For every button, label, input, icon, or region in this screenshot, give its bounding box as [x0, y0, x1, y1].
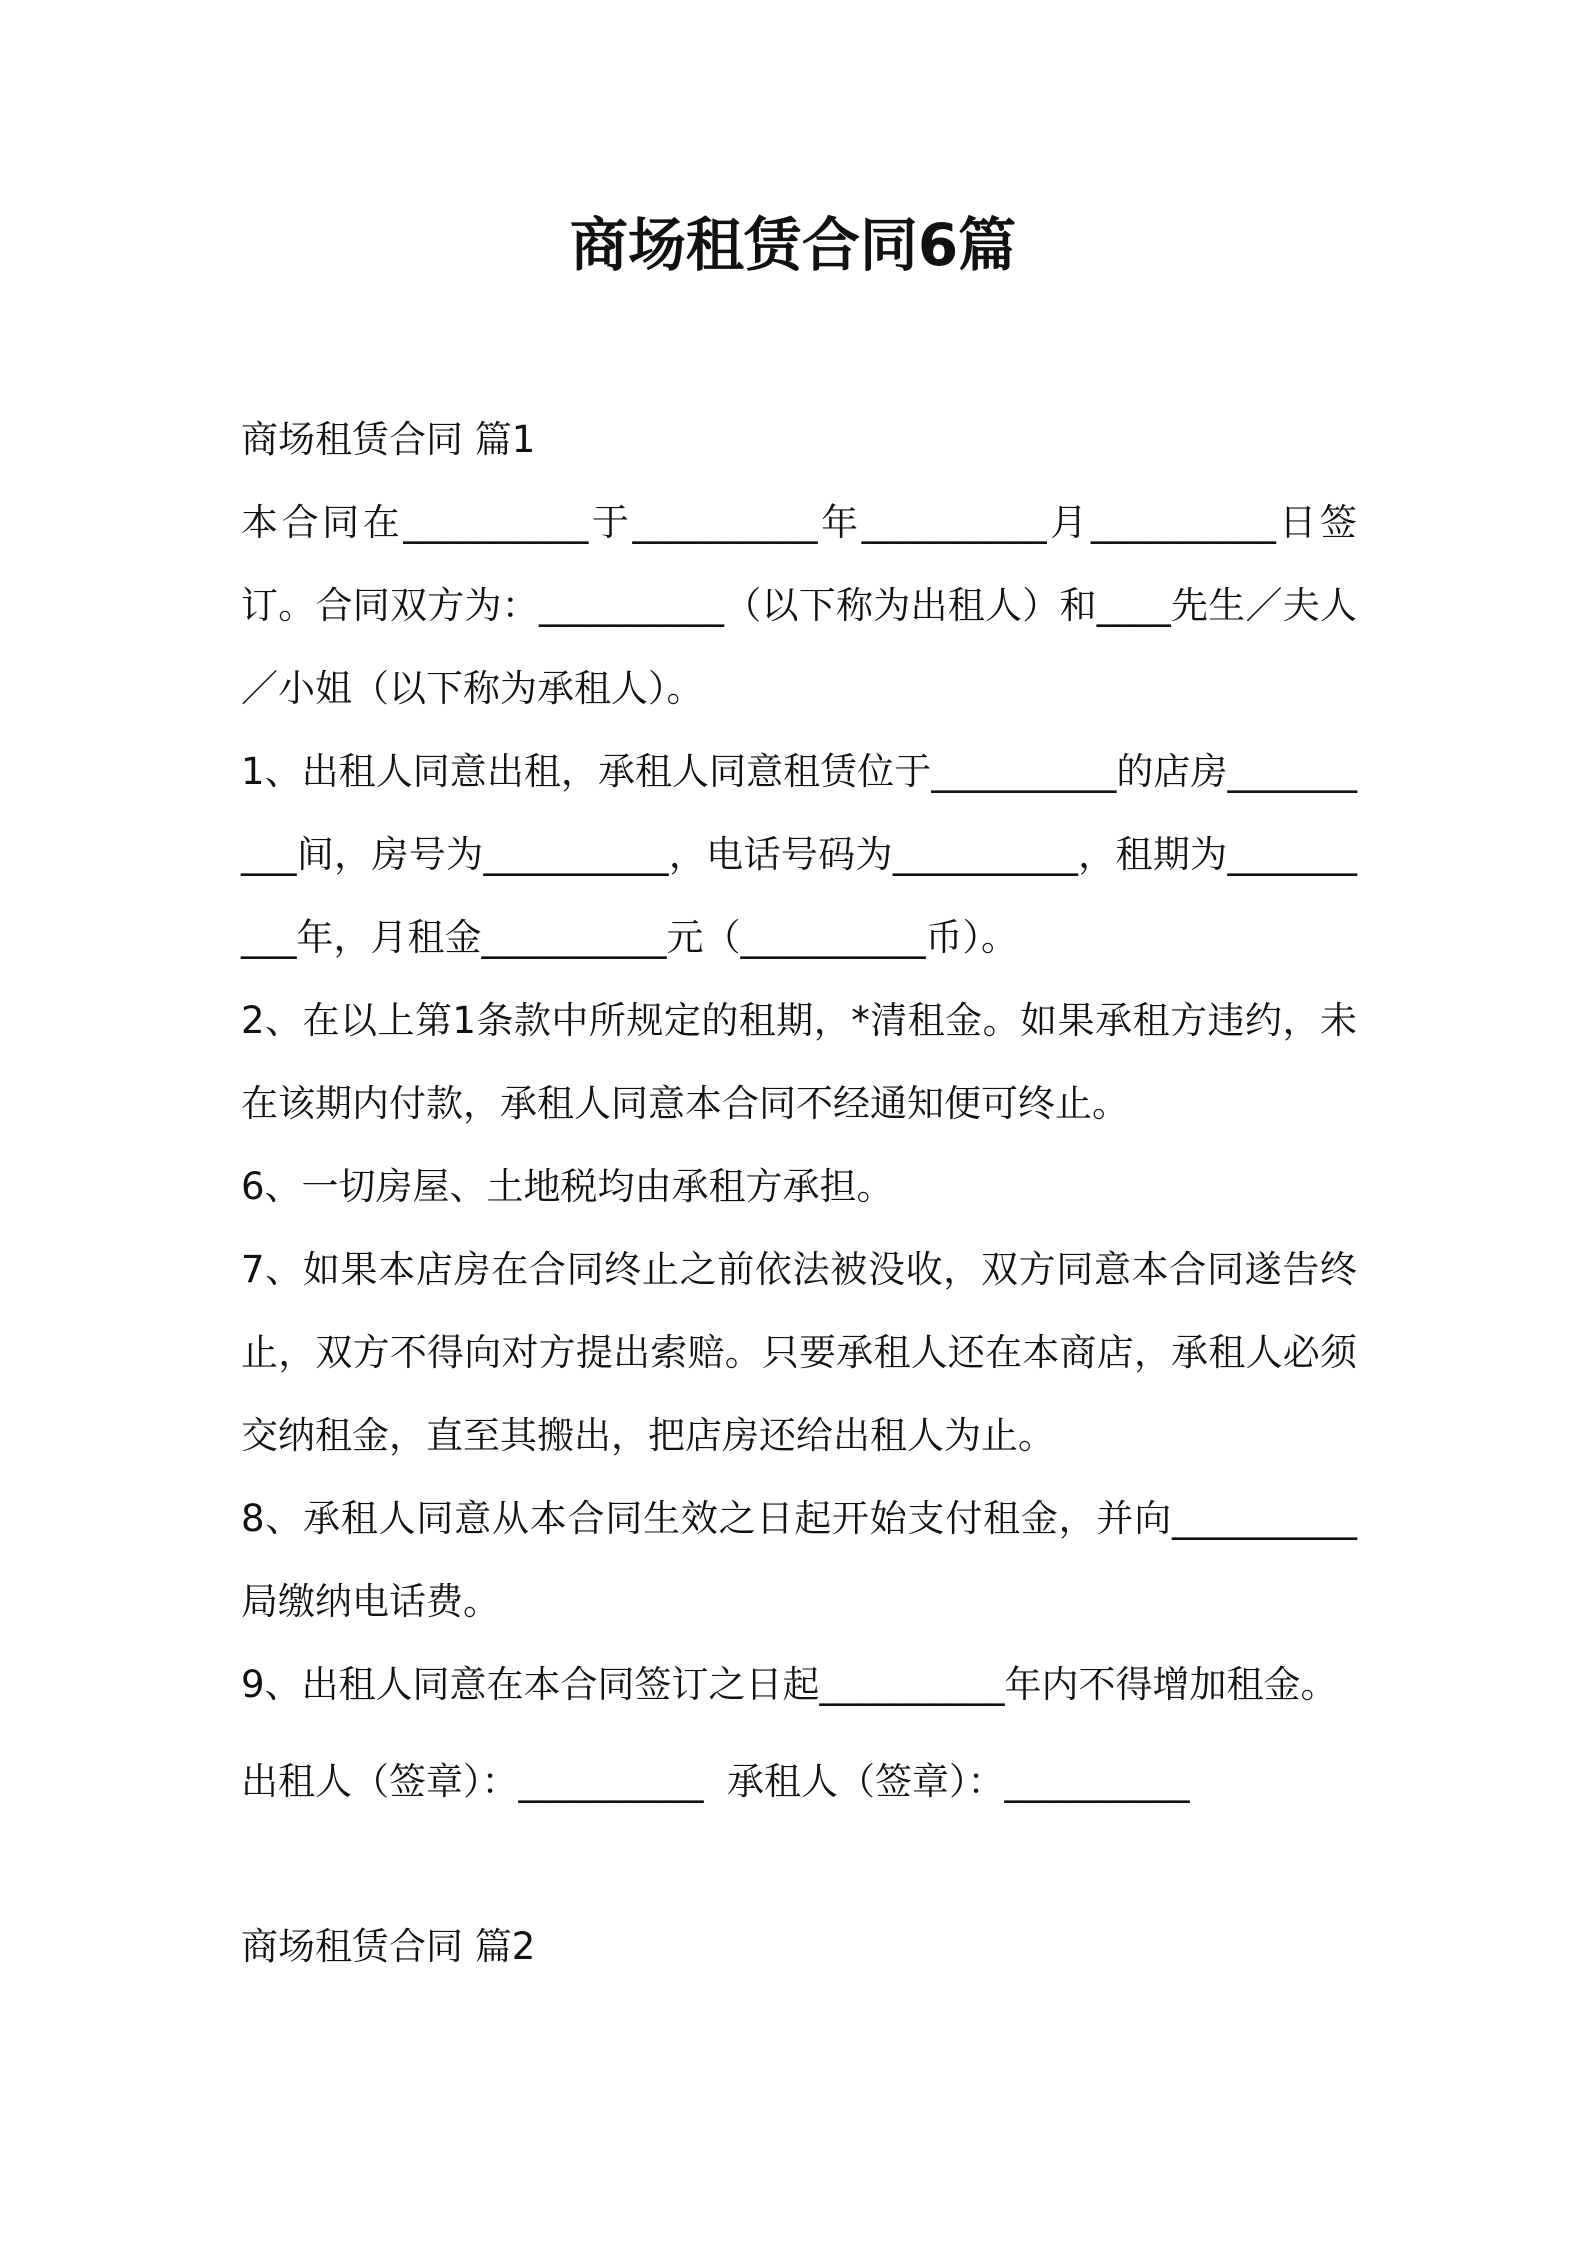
clause-6: 6、一切房屋、土地税均由承租方承担。 [241, 1165, 894, 1208]
clause-1: 1、出租人同意出租，承租人同意租赁位于__________的店房__________间，房号为__________，电话号码为__________，租期为__________年，月租金__________元（__________币）。 [241, 750, 1357, 959]
document-title: 商场租赁合同6篇 [569, 211, 1017, 279]
clause-7: 7、如果本店房在合同终止之前依法被没收，双方同意本合同遂告终止，双方不得向对方提出索赔。只要承租人还在本商店，承租人必须交纳租金，直至其搬出，把店房还给出租人为止。 [241, 1248, 1357, 1457]
contract-intro: 本合同在__________于__________年__________月__________日签订。合同双方为：__________（以下称为出租人）和____先生／夫人／小姐（以下称为承租人）。 [241, 501, 1357, 710]
clause-9: 9、出租人同意在本合同签订之日起__________年内不得增加租金。 [241, 1663, 1338, 1706]
section-heading-1: 商场租赁合同 篇1 [241, 418, 536, 461]
signature-line: 出租人（签章）：__________ 承租人（签章）：__________ [241, 1760, 1190, 1803]
clause-2: 2、在以上第1条款中所规定的租期，*清租金。如果承租方违约，未在该期内付款，承租人同意本合同不经通知便可终止。 [241, 999, 1357, 1125]
section-heading-2: 商场租赁合同 篇2 [241, 1925, 536, 1968]
clause-8: 8、承租人同意从本合同生效之日起开始支付租金，并向__________局缴纳电话费。 [241, 1497, 1357, 1623]
